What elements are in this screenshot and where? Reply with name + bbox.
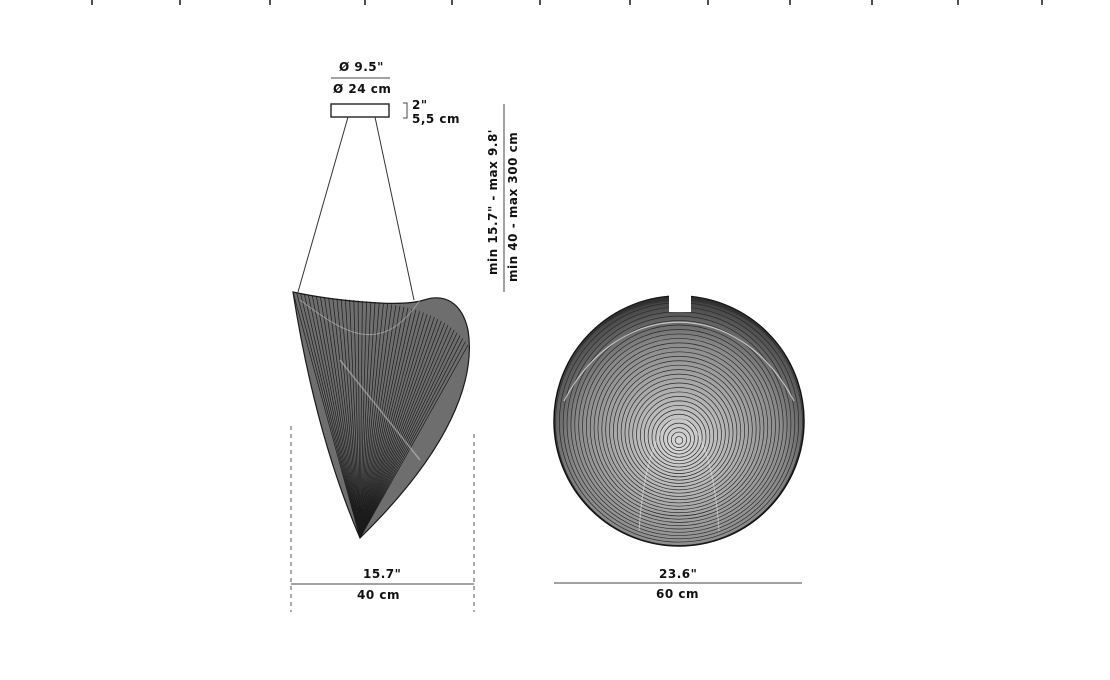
suspension-cable-left	[298, 117, 348, 292]
suspension-cable-right	[375, 117, 414, 300]
cable-length-imperial: min 15.7" - max 9.8'	[486, 129, 500, 275]
side-view-width-imperial: 15.7"	[363, 567, 402, 581]
canopy-diameter-imperial: Ø 9.5"	[339, 60, 384, 74]
cable-length-metric: min 40 - max 300 cm	[506, 131, 520, 282]
canopy-height-imperial: 2"	[412, 98, 428, 112]
side-view-width-metric: 40 cm	[357, 588, 400, 602]
canopy-height-metric: 5,5 cm	[412, 112, 461, 126]
front-view-width-metric: 60 cm	[656, 587, 699, 601]
lamp-shade-front-view	[548, 286, 811, 552]
lamp-shade-side-view	[293, 292, 469, 538]
front-view-width-imperial: 23.6"	[659, 567, 698, 581]
canopy-height-bracket	[403, 103, 407, 118]
canopy-diameter-metric: Ø 24 cm	[333, 82, 392, 96]
canopy	[331, 104, 389, 117]
